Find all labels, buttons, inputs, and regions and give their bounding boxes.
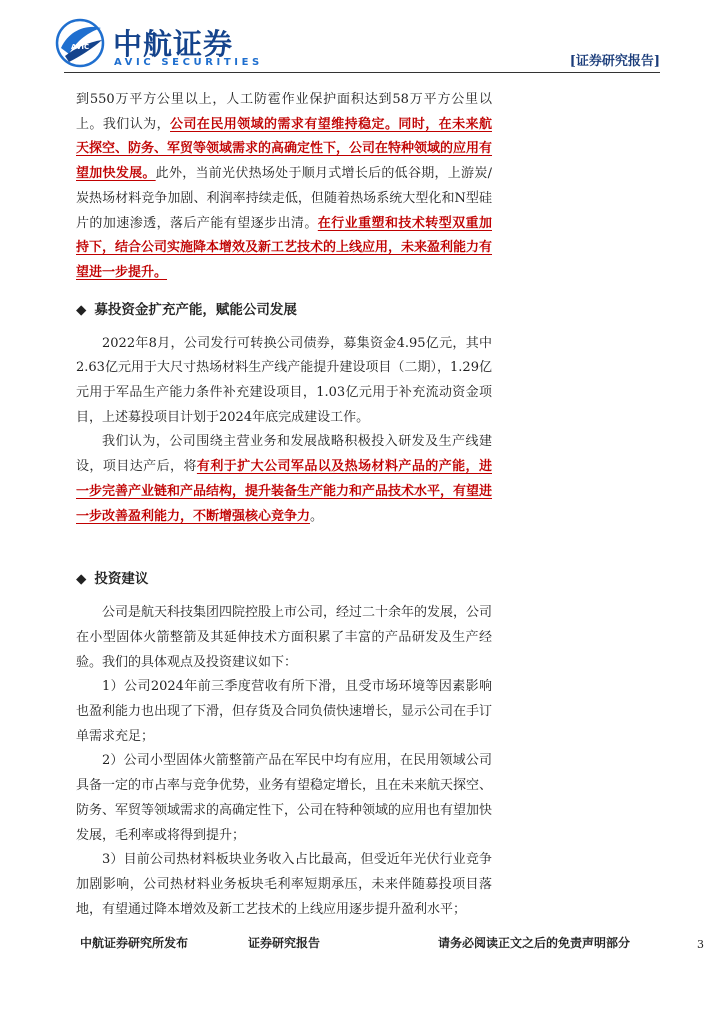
list-item: 2）公司小型固体火箭整箭产品在军民中均有应用，在民用领域公司具备一定的市占率与竞争优势，业务有望稳定增长，且在未来航天探空、防务、军贸等领域需求的高确定性下，公司在特种领域的应用也有望加快发展，毛利率或将得到提升； xyxy=(76,753,493,843)
section-heading-text: 募投资金扩充产能，赋能公司发展 xyxy=(94,301,297,318)
brand-name-en: AVIC SECURITIES xyxy=(114,57,263,68)
report-body xyxy=(76,88,492,922)
avic-logo-icon xyxy=(55,18,105,68)
paragraph-market-outlook xyxy=(76,88,492,286)
paragraph-bond-issuance: 2022年8月，公司发行可转换公司债券，募集资金4.95亿元，其中2.63亿元用于大尺寸热场材料生产线产能提升建设项目（二期），1.29亿元用于军品生产能力条件补充建设项目，1.03亿元用于补充流动资金项目，上述募投项目计划于2024年底完成建设工作。 xyxy=(76,335,492,425)
highlighted-text: 公司在民用领域的需求有望维持稳定。同时，在未来航天探空、防务、军贸等领域需求的高确定性下，公司在特种领域的应用有望加快发展。 xyxy=(76,116,493,182)
highlighted-text: 有利于扩大公司军品以及热场材料产品的产能，进一步完善产业链和产品结构，提升装备生产能力和产品技术水平，有望进一步改善盈利能力，不断增强核心竞争力 xyxy=(76,459,493,524)
paragraph-capacity-view xyxy=(76,430,492,529)
diamond-bullet-icon: ◆ xyxy=(76,301,87,318)
list-item: 3）目前公司热材料板块业务收入占比最高，但受近年光伏行业竞争加剧影响，公司热材料业务板块毛利率短期承压，未来伴随募投项目落地，有望通过降本增效及新工艺技术的上线应用逐步提升盈利水平； xyxy=(76,852,492,917)
report-type-tag: [证券研究报告] xyxy=(569,54,660,69)
body-text: 。 xyxy=(310,508,324,524)
page-number: 3 xyxy=(697,938,704,951)
body-text: 到550万平方公里以上，人工防雹作业保护面积达到58万平方公里以上。我们认为， xyxy=(76,92,492,132)
section-heading-investment xyxy=(76,567,492,591)
paragraph-company-intro: 公司是航天科技集团四院控股上市公司，经过二十余年的发展，公司在小型固体火箭整箭及其延伸技术方面积累了丰富的产品研发及生产经验。我们的具体观点及投资建议如下： xyxy=(76,605,493,670)
footer-publisher: 中航证券研究所发布 xyxy=(80,936,189,950)
body-text: 我们认为，公司围绕主营业务和发展战略积极投入研发及生产线建设，项目达产后，将 xyxy=(76,434,492,475)
highlighted-text: 在行业重塑和技术转型双重加持下，结合公司实施降本增效及新工艺技术的上线应用，未来盈利能力有望进一步提升。 xyxy=(76,215,493,280)
list-item: 1）公司2024年前三季度营收有所下滑，且受市场环境等因素影响也盈利能力也出现了下滑，但存货及合同负债快速增长，显示公司在手订单需求充足； xyxy=(76,679,493,744)
header-divider xyxy=(64,72,660,73)
footer-report-type: 证券研究报告 xyxy=(248,936,321,950)
brand-name-cn: 中航证券 xyxy=(113,27,234,61)
page-header xyxy=(0,0,724,78)
page-footer xyxy=(0,934,724,964)
footer-disclaimer: 请务必阅读正文之后的免责声明部分 xyxy=(438,936,631,950)
section-heading-text: 投资建议 xyxy=(94,571,149,588)
section-heading-fundraising xyxy=(76,298,492,322)
body-text: 此外，当前光伏热场处于顺月式增长后的低谷期，上游炭/炭热场材料竞争加剧、利润率持续走低，但随着热场系统大型化和N型硅片的加速渗透，落后产能有望逐步出清。 xyxy=(76,166,492,231)
diamond-bullet-icon: ◆ xyxy=(76,571,87,588)
svg-text:AVIC: AVIC xyxy=(71,43,90,51)
